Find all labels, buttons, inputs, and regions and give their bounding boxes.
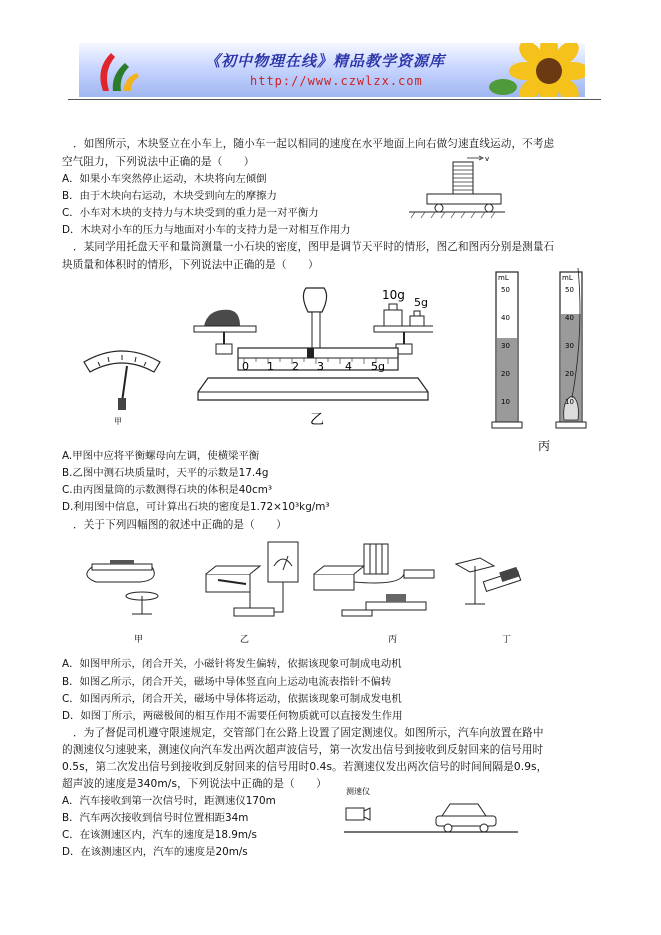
q2-option-d: D.利用图中信息，可计算出石块的密度是1.72×10³kg/m³ xyxy=(62,501,330,513)
q4-stem-line-1: ．为了督促司机遵守限速规定，交管部门在公路上设置了固定测速仪。如图所示，汽车向放置在路中 xyxy=(73,727,544,739)
q4-option-d: D．在该测速区内，汽车的速度是20m/s xyxy=(62,846,248,858)
q3-stem-line-1: ．关于下列四幅图的叙述中正确的是（ ） xyxy=(73,519,287,531)
banner-url: http://www.czwlzx.com xyxy=(250,74,423,88)
cyl1-tick-40: 40 xyxy=(501,314,510,322)
cart-block-figure xyxy=(405,150,505,224)
q2-stem-line-1: ．某同学用托盘天平和量筒测量一小石块的密度，图甲是调节天平时的情形，图乙和图丙分别是测量石 xyxy=(73,241,555,253)
scale-tick-3: 3 xyxy=(317,360,324,373)
scale-tick-0: 0 xyxy=(242,360,249,373)
velocity-label: v xyxy=(485,155,490,163)
q3-option-b: B．如图乙所示，闭合开关，磁场中导体竖直向上运动电流表指针不偏转 xyxy=(62,676,392,688)
q3-option-d: D．如图丁所示，两磁极间的相互作用不需要任何物质就可以直接发生作用 xyxy=(62,710,403,722)
sunflower-icon xyxy=(489,43,585,97)
scale-tick-1: 1 xyxy=(267,360,274,373)
fig3-caption-jia: 甲 xyxy=(134,635,144,645)
q4-stem-line-3: 0.5s，第二次发出信号到接收到反射回来的信号用时0.4s。若测速仪发出两次信号的时间间隔是0.9s， xyxy=(62,761,548,773)
radar-device-label: 测速仪 xyxy=(346,787,370,796)
speed-radar-figure xyxy=(342,784,522,836)
balance-figure xyxy=(178,282,433,430)
weight-10g-label: 10g xyxy=(382,288,405,302)
q4-stem-line-2: 的测速仪匀速驶来，测速仪向汽车发出两次超声波信号，第一次发出信号到接收到反射回来的信号用时 xyxy=(62,744,544,756)
q2-stem-line-2: 块质量和体积时的情形，下列说法中正确的是（ ） xyxy=(62,259,319,271)
cyl2-tick-40: 40 xyxy=(565,314,574,322)
scale-tick-5g: 5g xyxy=(371,360,385,373)
q4-option-c: C．在该测速区内，汽车的速度是18.9m/s xyxy=(62,829,257,841)
fig-bing-caption: 丙 xyxy=(538,439,551,453)
q2-option-b: B.乙图中测石块质量时，天平的示数是17.4g xyxy=(62,467,269,479)
q3-option-a: A．如图甲所示，闭合开关，小磁针将发生偏转，依据该现象可制成电动机 xyxy=(62,658,402,670)
cyl2-tick-10: 10 xyxy=(565,398,574,406)
weight-5g-label: 5g xyxy=(414,296,428,309)
q1-option-c: C．小车对木块的支持力与木块受到的重力是一对平衡力 xyxy=(62,207,319,219)
q4-option-a: A．汽车接收到第一次信号时，距测速仪170m xyxy=(62,795,276,807)
q2-option-c: C.由丙图量筒的示数测得石块的体积是40cm³ xyxy=(62,484,273,496)
scale-tick-4: 4 xyxy=(345,360,352,373)
q1-stem-line-1: ．如图所示，木块竖立在小车上，随小车一起以相同的速度在水平地面上向右做匀速直线运动，不考虑 xyxy=(73,138,555,150)
cyl2-unit: mL xyxy=(562,274,573,282)
cyl1-tick-30: 30 xyxy=(501,342,510,350)
header-banner xyxy=(79,43,585,97)
cyl1-tick-10: 10 xyxy=(501,398,510,406)
scale-tick-2: 2 xyxy=(292,360,299,373)
logo-icon xyxy=(89,47,149,95)
fig-jia-caption: 甲 xyxy=(114,417,122,426)
header-divider xyxy=(68,99,601,100)
fig-yi-caption: 乙 xyxy=(310,412,324,428)
fig3-caption-ding: 丁 xyxy=(502,635,512,645)
banner-title: 《初中物理在线》精品教学资源库 xyxy=(205,52,446,70)
fig3-caption-yi: 乙 xyxy=(240,635,250,645)
q4-stem-line-4: 超声波的速度是340m/s，下列说法中正确的是（ ） xyxy=(62,778,327,790)
q1-option-b: B．由于木块向右运动，木块受到向左的摩擦力 xyxy=(62,190,277,202)
q4-option-b: B．汽车两次接收到信号时位置相距34m xyxy=(62,812,249,824)
q1-stem-line-2: 空气阻力，下列说法中正确的是（ ） xyxy=(62,156,255,168)
q2-option-a: A.甲图中应将平衡螺母向左调，使横梁平衡 xyxy=(62,450,260,462)
cyl1-tick-50: 50 xyxy=(501,286,510,294)
cyl1-unit: mL xyxy=(498,274,509,282)
fig3-caption-bing: 丙 xyxy=(388,635,398,645)
q1-option-d: D．木块对小车的压力与地面对小车的支持力是一对相互作用力 xyxy=(62,224,351,236)
balance-pointer-figure xyxy=(78,340,168,426)
cyl2-tick-50: 50 xyxy=(565,286,574,294)
q1-option-a: A．如果小车突然停止运动，木块将向左倾倒 xyxy=(62,173,267,185)
cyl2-tick-30: 30 xyxy=(565,342,574,350)
q3-option-c: C．如图丙所示，闭合开关，磁场中导体将运动，依据该现象可制成发电机 xyxy=(62,693,402,705)
cyl2-tick-20: 20 xyxy=(565,370,574,378)
cyl1-tick-20: 20 xyxy=(501,370,510,378)
electromagnetism-figures xyxy=(70,536,615,650)
graduated-cylinders-figure xyxy=(488,262,600,458)
